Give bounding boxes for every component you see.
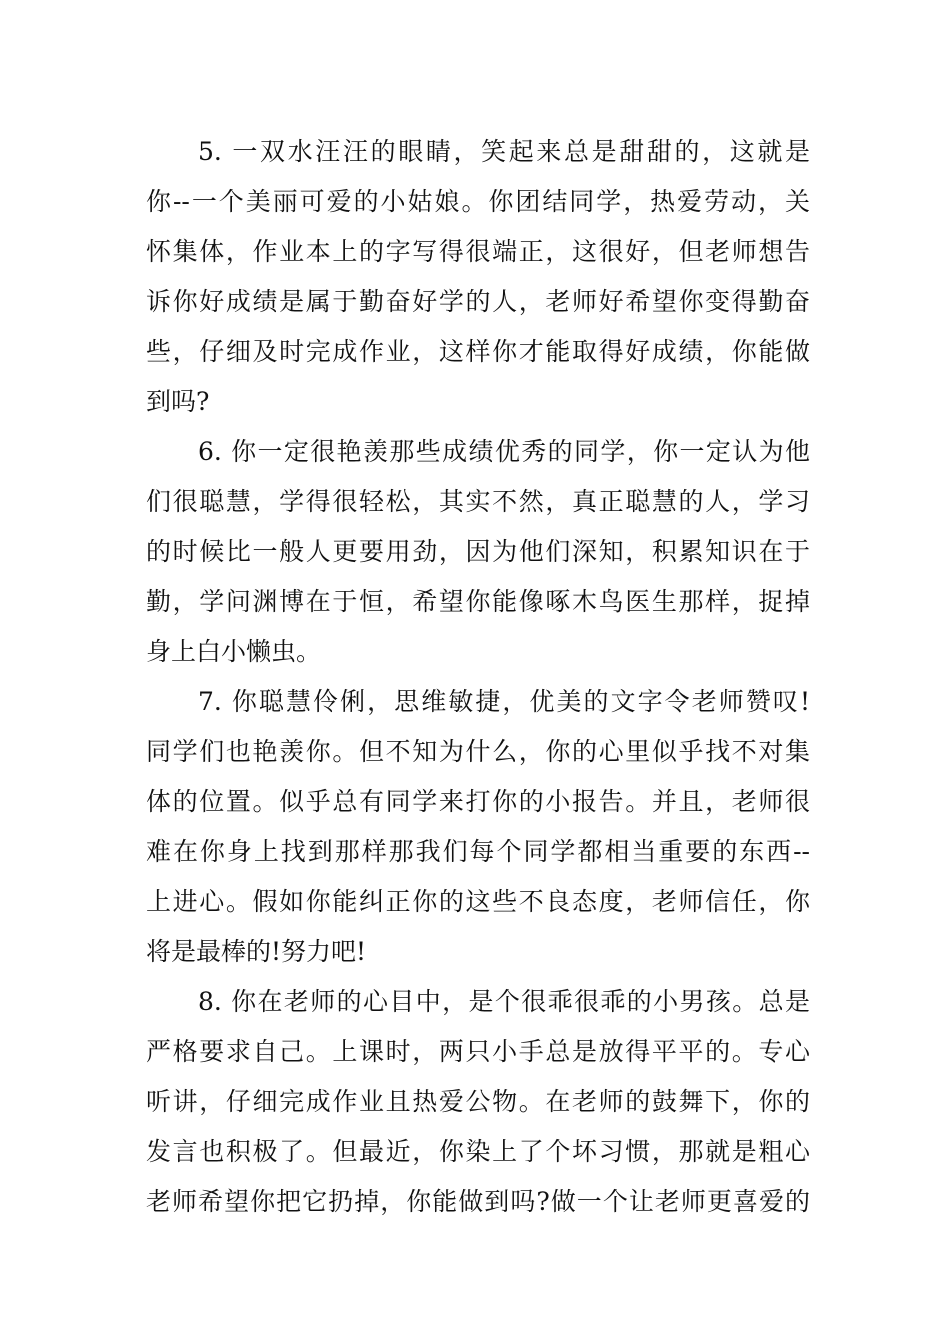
paragraph-line: 发言也积极了。但最近，你染上了个坏习惯，那就是粗心 — [146, 1137, 810, 1166]
paragraph-line: 听讲，仔细完成作业且热爱公物。在老师的鼓舞下，你的 — [146, 1087, 810, 1116]
paragraph-5 — [146, 127, 810, 427]
paragraph-line: 同学们也艳羡你。但不知为什么，你的心里似乎找不对集 — [146, 737, 810, 766]
paragraph-line: 7. 你聪慧伶俐，思维敏捷，优美的文字令老师赞叹! — [198, 687, 810, 716]
paragraph-6 — [146, 427, 810, 677]
paragraph-line: 到吗? — [146, 387, 210, 416]
paragraph-line: 诉你好成绩是属于勤奋好学的人，老师好希望你变得勤奋 — [146, 287, 810, 316]
paragraph-line: 体的位置。似乎总有同学来打你的小报告。并且，老师很 — [146, 787, 810, 816]
paragraph-line: 5. 一双水汪汪的眼睛，笑起来总是甜甜的，这就是 — [198, 137, 810, 166]
paragraph-line: 你--一个美丽可爱的小姑娘。你团结同学，热爱劳动，关 — [146, 187, 810, 216]
document-body — [146, 127, 810, 1227]
paragraph-line: 老师希望你把它扔掉，你能做到吗?做一个让老师更喜爱的 — [146, 1187, 810, 1216]
paragraph-line: 严格要求自己。上课时，两只小手总是放得平平的。专心 — [146, 1037, 810, 1066]
paragraph-line: 们很聪慧，学得很轻松，其实不然，真正聪慧的人，学习 — [146, 487, 810, 516]
paragraph-line: 6. 你一定很艳羡那些成绩优秀的同学，你一定认为他 — [198, 437, 810, 466]
paragraph-line: 勤，学问渊博在于恒，希望你能像啄木鸟医生那样，捉掉 — [146, 587, 810, 616]
paragraph-line: 难在你身上找到那样那我们每个同学都相当重要的东西-- — [146, 837, 810, 866]
paragraph-line: 身上白小懒虫。 — [146, 637, 322, 666]
paragraph-line: 将是最棒的!努力吧! — [146, 937, 367, 966]
paragraph-line: 些，仔细及时完成作业，这样你才能取得好成绩，你能做 — [146, 337, 810, 366]
paragraph-line: 上进心。假如你能纠正你的这些不良态度，老师信任，你 — [146, 887, 810, 916]
paragraph-line: 的时候比一般人更要用劲，因为他们深知，积累知识在于 — [146, 537, 810, 566]
paragraph-line: 8. 你在老师的心目中，是个很乖很乖的小男孩。总是 — [198, 987, 810, 1016]
paragraph-8 — [146, 977, 810, 1227]
paragraph-7 — [146, 677, 810, 977]
paragraph-line: 怀集体，作业本上的字写得很端正，这很好，但老师想告 — [146, 237, 810, 266]
